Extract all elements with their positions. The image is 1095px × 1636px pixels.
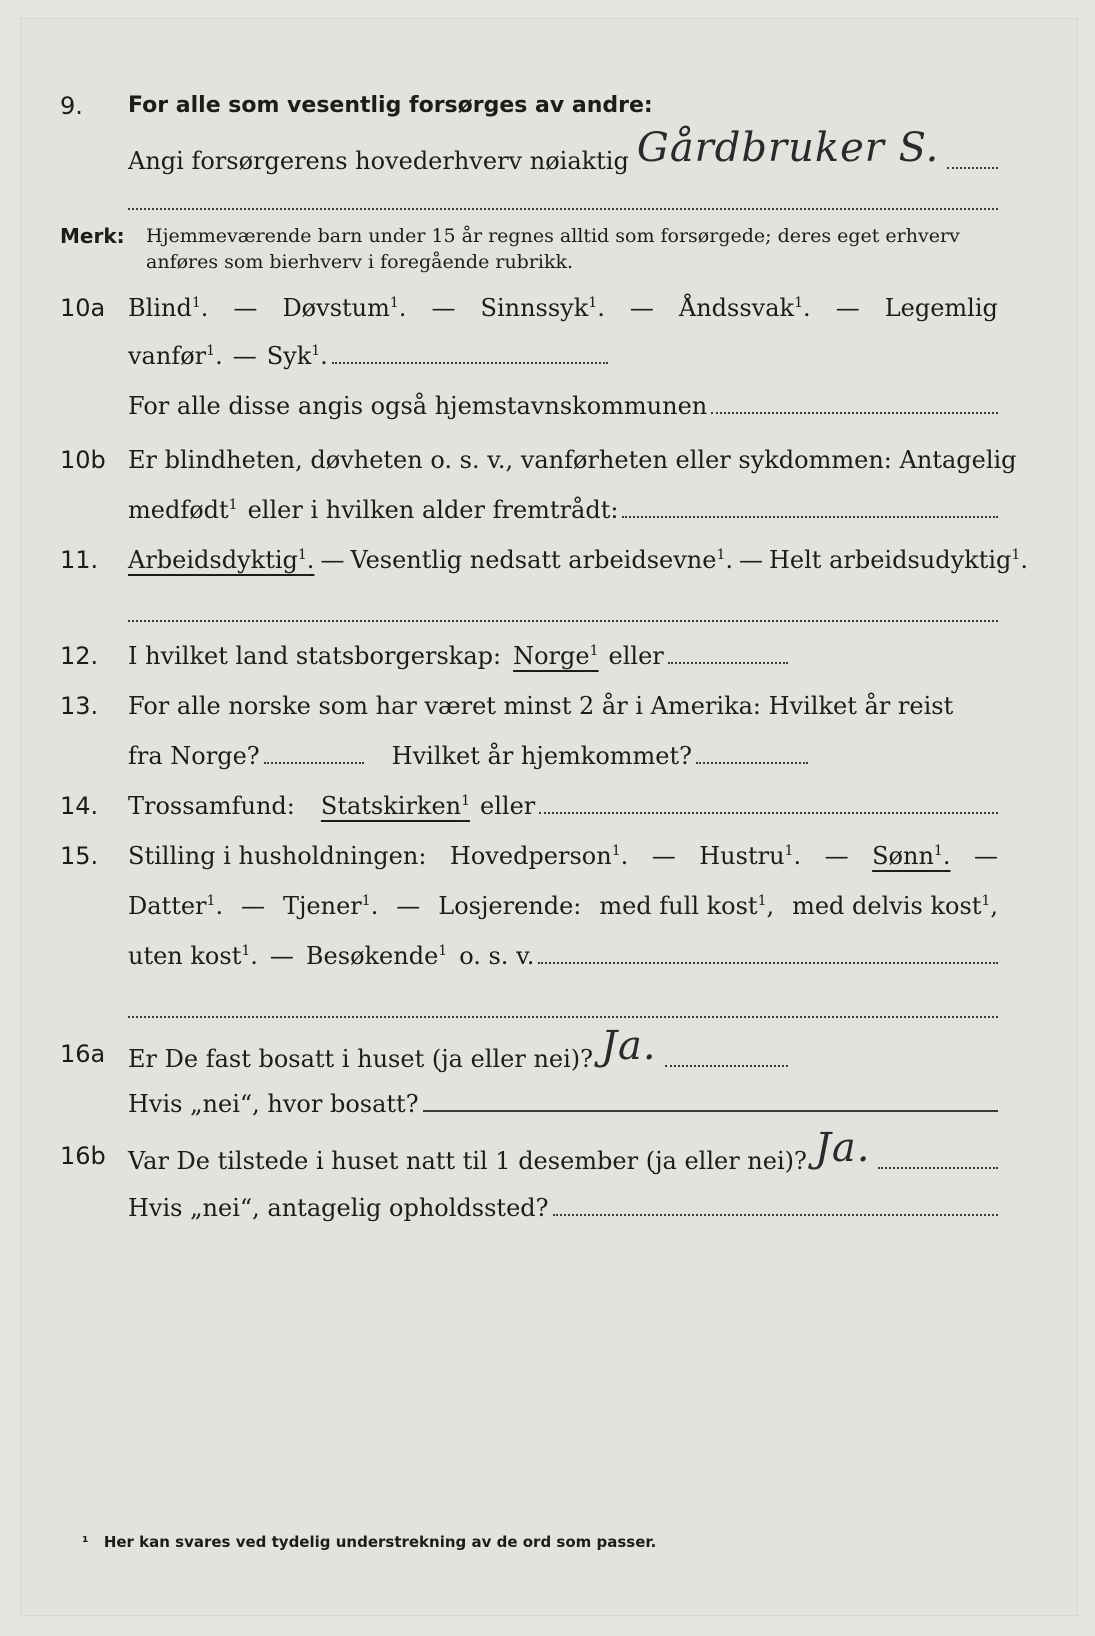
q10a-syk: Syk	[266, 342, 312, 370]
q11-nedsatt: Vesentlig nedsatt arbeidsevne	[350, 546, 717, 574]
q12-prompt: I hvilket land statsborgerskap:	[128, 642, 502, 670]
q16a-bosatt-prompt: Hvis „nei“, hvor bosatt?	[128, 1090, 419, 1118]
merk-line-1: Hjemmeværende barn under 15 år regnes alltid som forsørgede; deres eget erhverv	[146, 225, 960, 247]
q13-hjemkommet-line	[696, 738, 808, 764]
q16b-opholdssted-prompt: Hvis „nei“, antagelig opholdssted?	[128, 1194, 549, 1222]
q13-row-1	[20, 688, 1078, 724]
q10a-syk-line	[332, 338, 608, 364]
q10b-answer-line	[622, 492, 998, 518]
q9-number: 9.	[60, 92, 83, 120]
q10a-row-3	[20, 388, 1078, 424]
q10b-prompt: Er blindheten, døvheten o. s. v., vanførheten eller sykdommen: Antagelig	[128, 446, 1017, 474]
q16b-handwritten-answer: Ja.	[814, 1125, 871, 1171]
q12-row	[20, 638, 1078, 674]
footnote-mark: ¹	[82, 1533, 89, 1551]
q10a-row-1: 10a Blind$^1$. — Døvstum$^1$. — Sinnssyk$^1$. — Åndssvak$^1$. — Legemlig	[20, 290, 1078, 326]
q13-reist-line	[264, 738, 364, 764]
q10a-blind: Blind	[128, 294, 192, 322]
q11-number: 11.	[60, 546, 99, 574]
merk-note	[20, 223, 1078, 279]
q11-arbeidsdyktig-underlined: Arbeidsdyktig$^1$.	[128, 546, 315, 574]
q15-besokende: Besøkende	[305, 942, 439, 970]
q14-statskirken-underlined: Statskirken$^1$	[320, 792, 471, 820]
q14-number: 14.	[60, 792, 99, 820]
separator	[128, 208, 998, 210]
q12-answer-line	[668, 638, 788, 664]
q15-losjerende: Losjerende:	[438, 892, 582, 920]
q10a-hjemstavn-line	[711, 388, 998, 414]
q9-prompt: Angi forsørgerens hovederhverv nøiaktig	[128, 147, 629, 175]
q14-eller: eller	[480, 792, 536, 820]
merk-line-2: anføres som bierhverv i foregående rubrikk.	[146, 251, 574, 273]
q15-row-3: uten kost$^1$. — Besøkende$^1$ o. s. v.	[20, 938, 1078, 974]
q14-prompt: Trossamfund:	[128, 792, 295, 820]
q12-norge-underlined: Norge$^1$	[513, 642, 599, 670]
q9-row-2	[20, 125, 1078, 175]
q12-number: 12.	[60, 642, 99, 670]
q10b-medfodt: medfødt	[128, 496, 229, 524]
q10b-row-1	[20, 442, 1078, 478]
q10a-andssvak: Åndssvak	[678, 294, 795, 322]
q15-full-kost: med full kost	[599, 892, 758, 920]
q10b-row-2: medfødt$^1$ eller i hvilken alder fremtrådt:	[20, 492, 1078, 528]
q15-datter: Datter	[128, 892, 207, 920]
q16a-row-2	[20, 1086, 1078, 1122]
q11-row: 11. Arbeidsdyktig$^1$. — Vesentlig nedsatt arbeidsevne$^1$. — Helt arbeidsudyktig$^1$.	[20, 542, 1078, 578]
q16a-handwritten-answer: Ja.	[601, 1023, 657, 1069]
q13-prompt: For alle norske som har været minst 2 år i Amerika: Hvilket år reist	[128, 692, 954, 720]
footnote-text: Her kan svares ved tydelig understrekning av de ord som passer.	[103, 1533, 657, 1551]
q14-row	[20, 788, 1078, 824]
merk-label: Merk:	[60, 224, 125, 248]
q13-row-2	[20, 738, 1078, 774]
q9-heading: For alle som vesentlig forsørges av andre:	[128, 93, 653, 118]
q15-osv: o. s. v.	[459, 942, 535, 970]
q10a-row-2: vanfør$^1$. — Syk$^1$.	[20, 338, 1078, 374]
q15-prompt: Stilling i husholdningen:	[128, 842, 427, 870]
q16a-bosatt-line	[423, 1086, 998, 1112]
q13-number: 13.	[60, 692, 99, 720]
q10a-vanfor: vanfør	[128, 342, 207, 370]
q15-answer-line	[538, 938, 998, 964]
q11-udyktig: Helt arbeidsudyktig	[769, 546, 1012, 574]
q15-hustru: Hustru	[699, 842, 785, 870]
q16a-prompt: Er De fast bosatt i huset (ja eller nei)?	[128, 1045, 594, 1073]
q13-hjemkommet-prompt: Hvilket år hjemkommet?	[391, 742, 693, 770]
q14-answer-line	[539, 788, 998, 814]
q9-handwritten-answer: Gårdbruker S.	[636, 125, 940, 171]
q10b-alder-prompt: eller i hvilken alder fremtrådt:	[247, 496, 619, 524]
q16a-number: 16a	[60, 1040, 106, 1068]
footnote	[82, 1533, 656, 1551]
census-form-page	[20, 18, 1078, 1616]
q16b-number: 16b	[60, 1142, 106, 1170]
q10a-number: 10a	[60, 294, 106, 322]
q16b-row-1	[20, 1125, 1078, 1175]
separator	[128, 620, 998, 622]
q10a-legemlig: Legemlig	[884, 294, 998, 322]
q9-row-1	[20, 88, 1078, 124]
q15-row-2: Datter$^1$. — Tjener$^1$. — Losjerende: med full kost$^1$, med delvis kost$^1$,	[20, 888, 1078, 924]
q15-row-1: 15. Stilling i husholdningen: Hovedperson$^1$. — Hustru$^1$. — Sønn$^1$. —	[20, 838, 1078, 874]
q16a-answer-line	[665, 1041, 788, 1067]
q16b-row-2	[20, 1190, 1078, 1226]
q13-reist-prompt: fra Norge?	[128, 742, 260, 770]
q16a-row-1	[20, 1023, 1078, 1073]
separator	[128, 1016, 998, 1018]
q9-answer-line	[947, 143, 998, 169]
q16b-opholdssted-line	[553, 1190, 998, 1216]
q15-uten-kost: uten kost	[128, 942, 242, 970]
q16b-prompt: Var De tilstede i huset natt til 1 desember (ja eller nei)?	[128, 1147, 807, 1175]
q15-number: 15.	[60, 842, 99, 870]
q10a-dovstum: Døvstum	[282, 294, 390, 322]
q10a-hjemstavn-prompt: For alle disse angis også hjemstavnskommunen	[128, 392, 708, 420]
q10a-sinnssyk: Sinnssyk	[480, 294, 589, 322]
q15-hovedperson: Hovedperson	[449, 842, 612, 870]
q12-eller: eller	[608, 642, 664, 670]
q15-sonn-underlined: Sønn$^1$.	[872, 842, 951, 870]
q10b-number: 10b	[60, 446, 106, 474]
q16b-answer-line	[878, 1143, 998, 1169]
q15-tjener: Tjener	[282, 892, 362, 920]
q15-delvis-kost: med delvis kost	[792, 892, 982, 920]
